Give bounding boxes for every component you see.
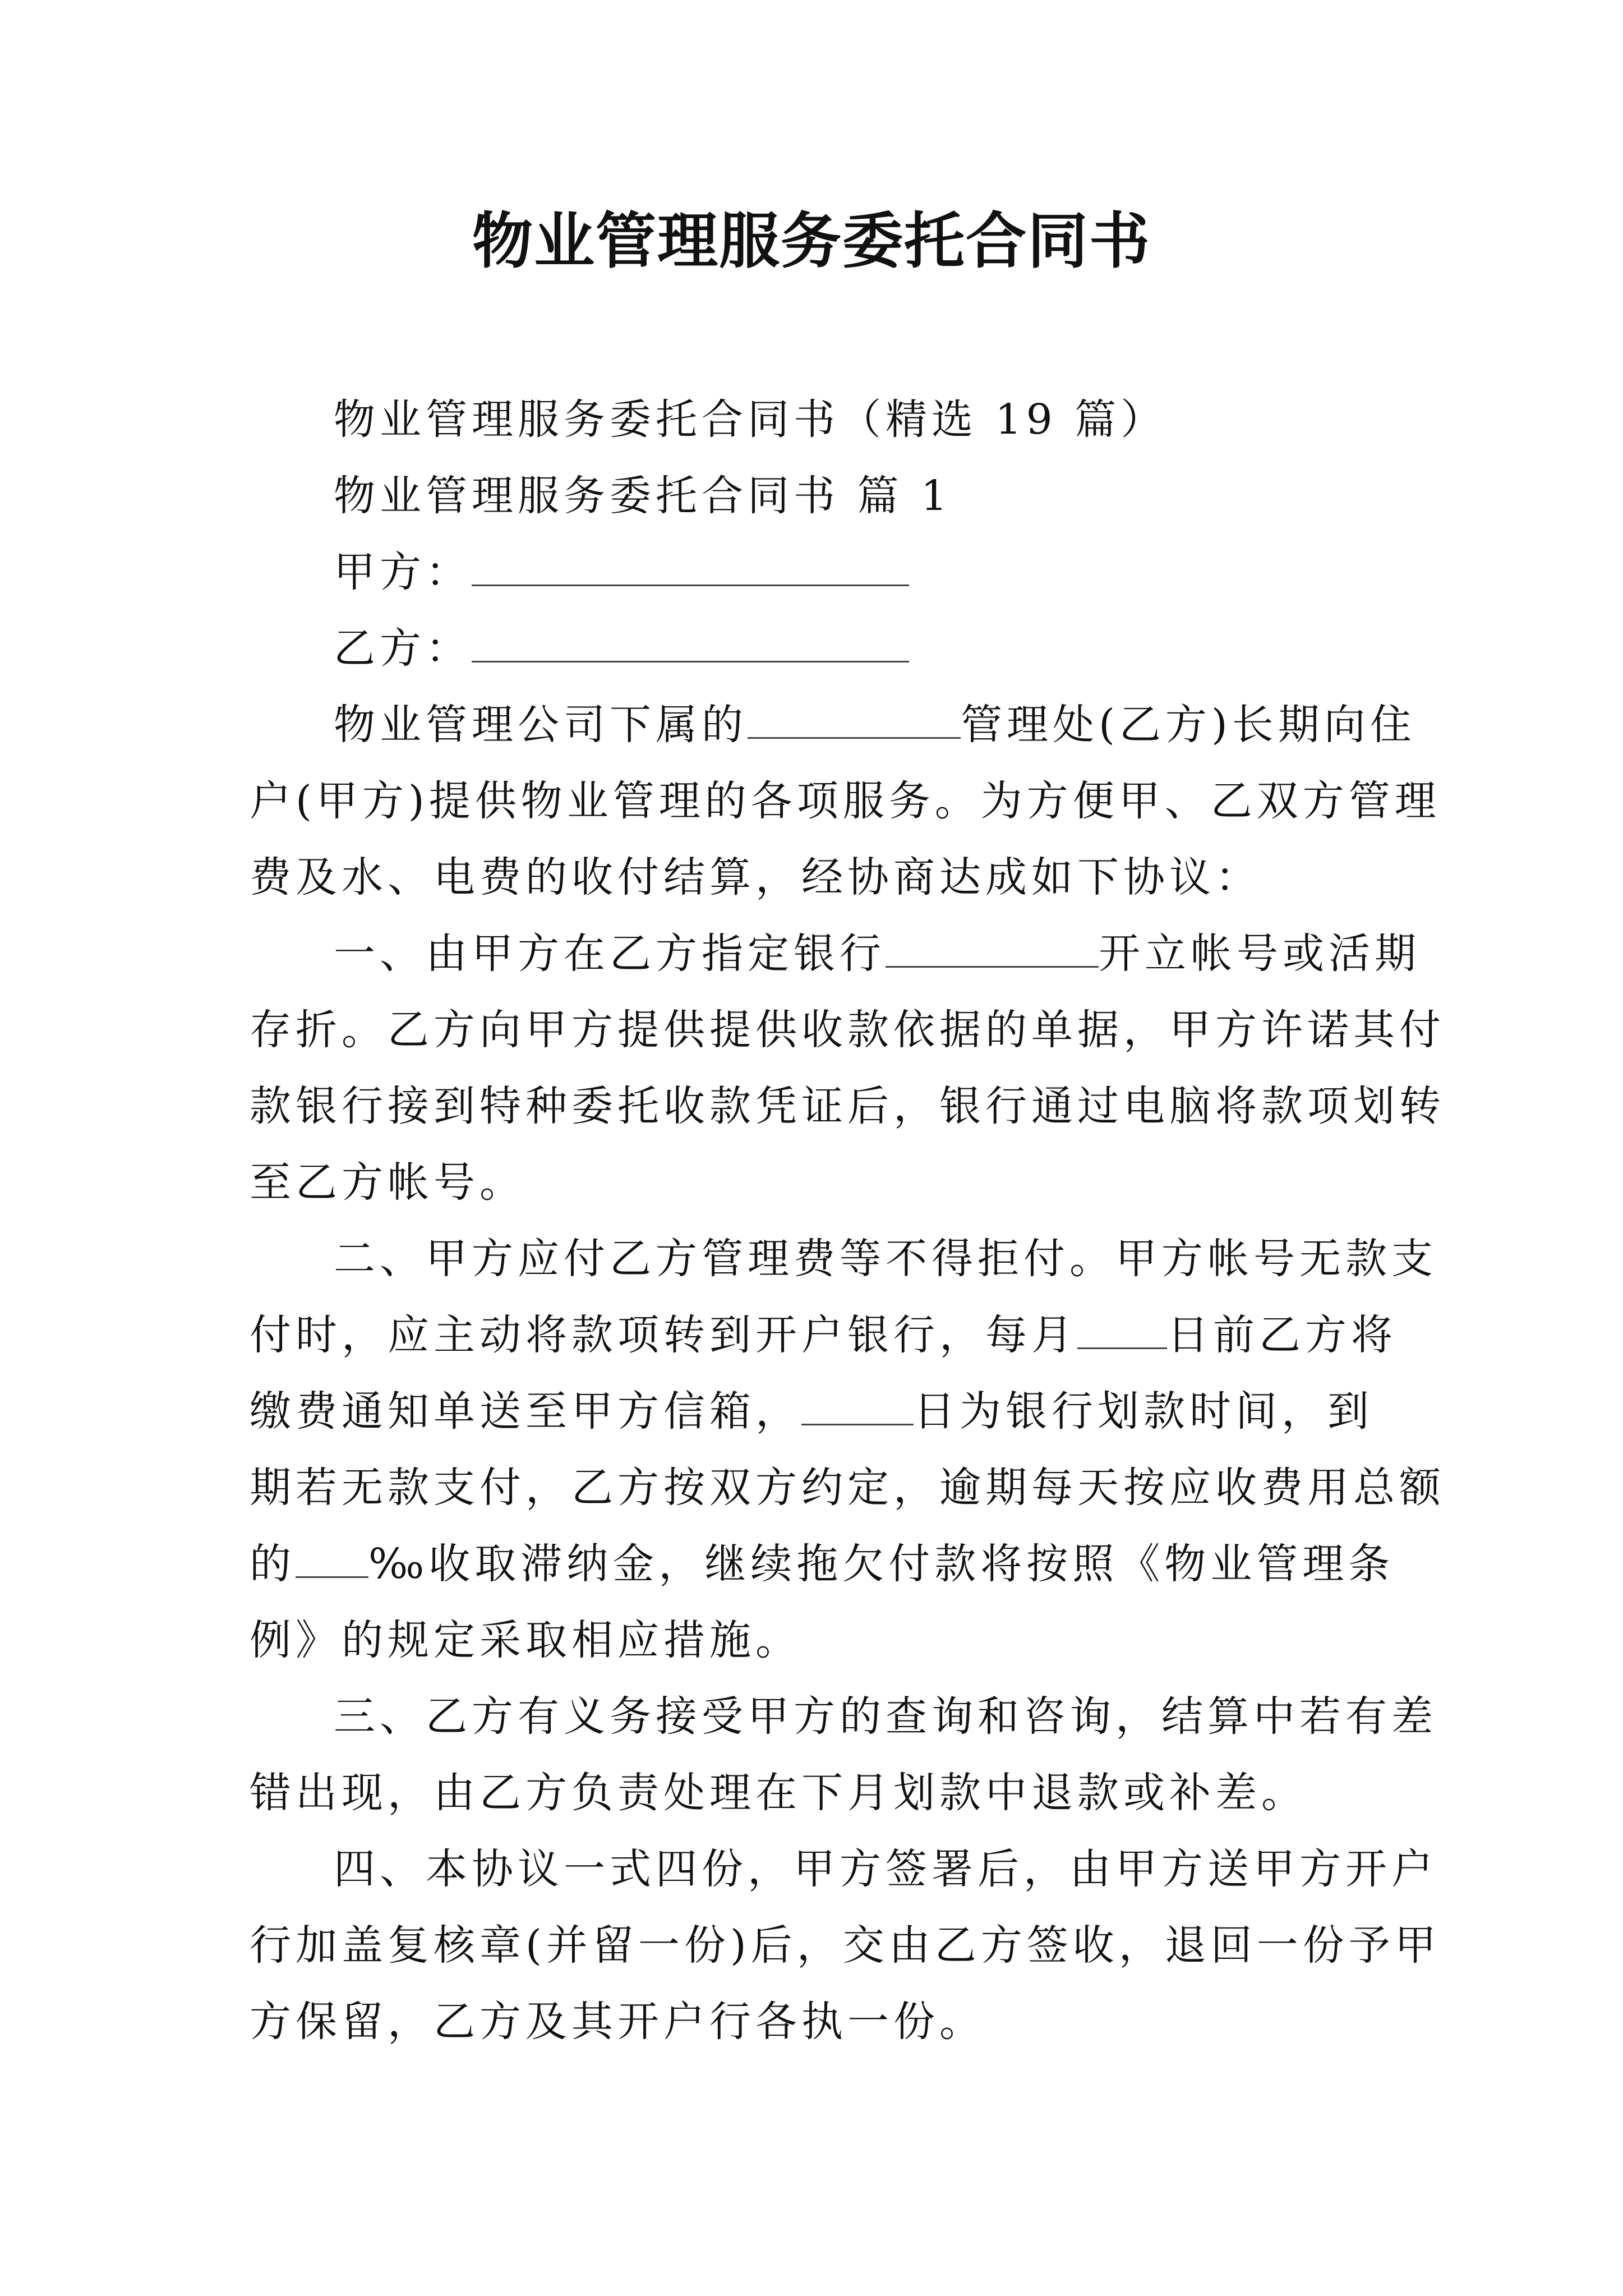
intro-text: 管理处(乙方)长期向住	[961, 701, 1416, 749]
clause-text: 的	[250, 1540, 296, 1588]
clause-text: 一、由甲方在乙方指定银行	[334, 930, 886, 978]
monthly-day-blank[interactable]	[1077, 1314, 1167, 1349]
bank-blank[interactable]	[886, 932, 1099, 968]
clause-text: 至乙方帐号。	[250, 1158, 525, 1207]
clause-2	[250, 1221, 1445, 1678]
clause-3	[250, 1678, 1437, 1831]
management-office-blank[interactable]	[748, 703, 961, 739]
clause-text: ‰收取滞纳金，继续拖欠付款将按照《物业管理条	[368, 1540, 1395, 1588]
clause-text: 存折。乙方向甲方提供提供收款依据的单据，甲方许诺其付	[250, 1006, 1445, 1054]
clause-1	[250, 915, 1445, 1221]
clause-text: 缴费通知单送至甲方信箱，	[250, 1387, 801, 1435]
deduction-day-blank[interactable]	[801, 1390, 914, 1425]
clause-text: 错出现，由乙方负责处理在下月划款中退款或补差。	[250, 1769, 1307, 1817]
party-a-blank[interactable]	[472, 551, 909, 586]
clause-text: 开立帐号或活期	[1099, 930, 1421, 978]
clause-text: 行加盖复核章(并留一份)后，交由乙方签收，退回一份予甲	[250, 1921, 1441, 1970]
document-title: 物业管理服务委托合同书	[472, 206, 1151, 277]
intro-text: 费及水、电费的收付结算，经协商达成如下协议：	[250, 853, 1261, 901]
party-a-line	[250, 534, 1385, 610]
clause-text: 日前乙方将	[1167, 1311, 1397, 1359]
clause-text: 三、乙方有义务接受甲方的查询和咨询，结算中若有差	[334, 1692, 1437, 1741]
clause-text: 二、甲方应付乙方管理费等不得拒付。甲方帐号无款支	[334, 1235, 1437, 1283]
clause-text: 期若无款支付，乙方按双方约定，逾期每天按应收费用总额	[250, 1464, 1445, 1512]
party-a-label: 甲方：	[334, 548, 472, 596]
subtitle: 物业管理服务委托合同书（精选 19 篇）	[334, 395, 1167, 444]
intro-paragraph	[250, 687, 1441, 915]
clause-text: 四、本协议一式四份，甲方签署后，由甲方送甲方开户	[334, 1845, 1437, 1893]
intro-text: 物业管理公司下属的	[334, 701, 748, 749]
intro-text: 户(甲方)提供物业管理的各项服务。为方便甲、乙双方管理	[250, 777, 1441, 825]
party-b-label: 乙方：	[334, 624, 472, 673]
clause-text: 例》的规定采取相应措施。	[250, 1616, 801, 1664]
document-body	[250, 381, 1445, 2060]
clause-text: 日为银行划款时间，到	[914, 1387, 1373, 1435]
section-heading: 物业管理服务委托合同书 篇 1	[334, 472, 952, 520]
clause-text: 款银行接到特种委托收款凭证后，银行通过电脑将款项划转	[250, 1082, 1445, 1130]
clause-text: 方保留，乙方及其开户行各执一份。	[250, 1998, 985, 2046]
clause-text: 付时，应主动将款项转到开户银行，每月	[250, 1311, 1077, 1359]
late-fee-rate-blank[interactable]	[296, 1543, 368, 1578]
clause-4	[250, 1831, 1441, 2060]
party-b-blank[interactable]	[472, 627, 909, 662]
party-b-line	[250, 610, 1385, 687]
